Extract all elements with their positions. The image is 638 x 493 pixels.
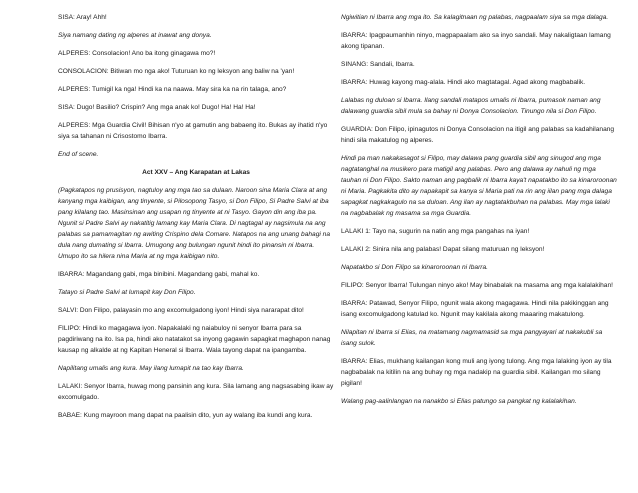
dialogue-line: BABAE: Kung mayroon mang dapat na paalisin dito, yun ay walang iba kundi ang kura. [58,412,313,419]
stage-direction: End of scene. [58,151,99,158]
stage-direction: Walang pag-aalinlangan na nanakbo si Elias patungo sa pangkat ng kalalakihan. [341,398,577,405]
dialogue-line: FILIPO: Senyor Ibarra! Tulungan ninyo ako! May binabalak na masama ang mga kalalakihan! [341,282,613,289]
dialogue-line: LALAKI 2: Sinira nila ang palabas! Dapat silang maturuan ng leksyon! [341,246,545,253]
dialogue-line: IBARRA: Patawad, Senyor Filipo, ngunit wala akong magagawa. Hindi nila pakikinggan ang isang excomulgadong katulad ko. Ngunit may kakilala akong maaaring makatulong. [341,300,609,318]
dialogue-line: ALPERES: Mga Guardia Civil! Bihisan n'yo at gamutin ang babaeng ito. Bukas ay ihatid n'yo siya sa tahanan ni Crisostomo Ibarra. [58,122,328,140]
dialogue-line: GUARDIA: Don Filipo, ipinagutos ni Donya Consolacion na itigil ang palabas sa kadahilanang hindi sila makatulog ng alperes. [341,126,615,144]
stage-direction: Napatakbo si Don Filipo sa kinaroroonan ni Ibarra. [341,264,488,271]
dialogue-line: SISA: Dugo! Basilio? Crispin? Ang mga anak ko! Dugo! Ha! Ha! Ha! [58,104,256,111]
dialogue-line: IBARRA: Elias, mukhang kailangan kong muli ang iyong tulong. Ang mga lalaking iyon ay tila nagbabalak na kitilin na ang buhay ng mga nadakip na guardia sibil. Kailangan mo silang pigilan! [341,358,612,387]
dialogue-line: LALAKI: Senyor Ibarra, huwag mong pansinin ang kura. Sila lamang ang nagsasabing ikaw ay excomulgado. [58,383,334,401]
dialogue-line: LALAKI 1: Tayo na, sugurin na natin ang mga pangahas na iyan! [341,228,530,235]
dialogue-line: ALPERES: Tumigil ka nga! Hindi ka na naawa. May sira ka na rin talaga, ano? [58,86,287,93]
stage-direction: Lalabas ng duloan si Ibarra. Ilang sandali matapos umalis ni Ibarra, pumasok naman ang dalawang guardia sibil mula sa bahay ni Donya Consolacion. Tinungo nila si Don Filipo. [341,97,601,115]
dialogue-line: SISA: Aray! Ahh! [58,14,107,21]
dialogue-line: SINANG: Sandali, Ibarra. [341,61,415,68]
stage-direction: Siya namang dating ng alperes at inawat ang donya. [58,32,212,39]
dialogue-line: IBARRA: Ipagpaumanhin ninyo, magpapaalam ako sa inyo sandali. May nakaligtaan lamang akong tipanan. [341,32,611,50]
dialogue-line: IBARRA: Huwag kayong mag-alala. Hindi ako magtatagal. Agad akong magbabalik. [341,79,586,86]
left-column [58,12,334,428]
act-heading: Act XXV – Ang Karapatan at Lakas [142,169,250,176]
right-column [341,12,617,414]
stage-direction: Hindi pa man nakakasagot si Filipo, may dalawa pang guardia sibil ang sinugod ang mga nagtatanghal na musikero para matigil ang palabas. Pero ang dalawa ay nahuli ng mga tauhan ni Don Filipo. Sakto naman ang pagbalik ni Ibarra kaya't napatakbo ito sa kinaroroonan ni Maria. Pagkakita dito ay napakapit sa kanya si Maria pati na rin ang iilan pang mga dalaga sapagkat nagkakagulo na sa duloan. Ang ilan ay nagtatakbuhan na palabas. May mga lalaki na nagbabalak ng masama sa mga Guardia. [341,155,617,217]
stage-direction: (Pagkatapos ng prusisyon, nagtuloy ang mga tao sa dulaan. Naroon sina Maria Clara at ang kanyang mga kaibigan, ang tinyente, si Pilosopong Tasyo, si Don Filipo, Si Padre Salvi at iba pang kilalang tao. Masinsinan ang usapan ng tinyente at ni Tasyo. Gayon din ang iba pa. Ngunit si Padre Salvi ay nakatitig lamang kay Maria Clara. Di nagtagal ay nagsimula na ang palabas sa pamamagitan ng awiting Crispino dela Comare. Natapos na ang unang bahagi na dula nang dumating si Ibarra. Umugong ang bulungan ngunit hindi ito pinansin ni Ibarra. Umupo ito sa hilera nina Maria at ng mga kaibigan nito. [58,187,330,260]
dialogue-line: IBARRA: Magandang gabi, mga binibini. Magandang gabi, mahal ko. [58,271,260,278]
dialogue-line: FILIPO: Hindi ko magagawa iyon. Napakalaki ng naiabuloy ni senyor Ibarra para sa pagdiriwang na ito. Isa pa, hindi ako natatakot sa inyong gagawin sapagkat maghapon nanag kausap ng alkalde at ng Kapitan Heneral si Ibarra. Wala tayong dapat na ipangamba. [58,325,331,354]
dialogue-line: ALPERES: Consolacion! Ano ba itong ginagawa mo?! [58,50,216,57]
dialogue-line: SALVI: Don Filipo, palayasin mo ang excomulgadong iyon! Hindi siya nararapat dito! [58,307,304,314]
stage-direction: Tatayo si Padre Salvi at lumapit kay Don Filipo. [58,289,196,296]
stage-direction: Nilapitan ni Ibarra si Elias, na matamang nagmamasid sa mga pangyayari at nakakubli sa isang sulok. [341,329,603,347]
dialogue-line: CONSOLACION: Bitiwan mo nga ako! Tuturuan ko ng leksyon ang baliw na 'yan! [58,68,295,75]
stage-direction: Napilitang umalis ang kura. May ilang lumapit na tao kay Ibarra. [58,365,244,372]
stage-direction: Ngiwitian ni Ibarra ang mga ito. Sa kalagitnaan ng palabas, nagpaalam siya sa mga dalaga. [341,14,609,21]
